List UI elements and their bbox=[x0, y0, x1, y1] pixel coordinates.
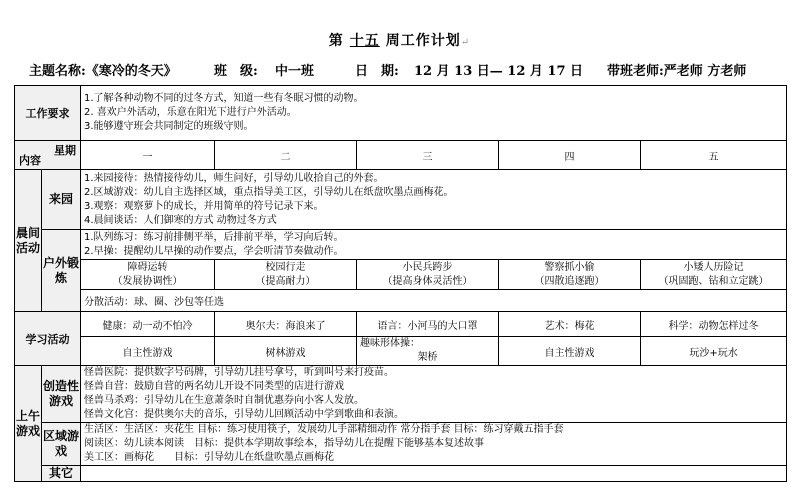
other-content bbox=[81, 466, 787, 482]
lesson-cell: 健康：动一动不怕冷 bbox=[81, 312, 215, 337]
scattered-row bbox=[15, 290, 787, 312]
outdoor-content: 1.队列练习：练习前排侧平举，后排前平举，学习向后转。 2.早操：提醒幼儿早操的动作要点，学会听清节奏做动作。 bbox=[81, 230, 787, 260]
creative-games-row bbox=[15, 366, 787, 423]
other-row bbox=[15, 466, 787, 482]
outdoor-row bbox=[15, 230, 787, 260]
lesson-cell: 艺术：梅花 bbox=[499, 312, 641, 337]
work-requirements-label: 工作要求 bbox=[15, 86, 81, 141]
study-game-cell: 趣味形体操： 架桥 bbox=[357, 337, 499, 366]
outdoor-games-row bbox=[15, 260, 787, 290]
outdoor-label: 户外锻炼 bbox=[42, 230, 81, 312]
week-number: 十五 bbox=[349, 33, 380, 49]
area-games-row bbox=[15, 423, 787, 466]
game-cell: 小民兵跨步 （提高身体灵活性） bbox=[357, 260, 499, 290]
study-game-cell: 玩沙+玩水 bbox=[641, 337, 787, 366]
area-games-label: 区域游戏 bbox=[42, 423, 81, 466]
day-thu: 四 bbox=[499, 141, 641, 170]
game-cell: 障碍运转 （发展协调性） bbox=[81, 260, 215, 290]
work-requirements-content: 1.了解各种动物不同的过冬方式，知道一些有冬眠习惯的动物。 2. 喜欢户外活动，乐意在阳光下进行户外活动。 3.能够遵守班会共同制定的班级守则。 bbox=[81, 86, 787, 141]
theme-name: 主题名称:《寒冷的冬天》 bbox=[29, 64, 177, 79]
class-label: 班 级: bbox=[214, 64, 258, 79]
game-cell: 小矮人历险记 （巩固跑、钻和立定跳） bbox=[641, 260, 787, 290]
teachers: 带班老师:严老师 方老师 bbox=[607, 64, 747, 79]
arrival-row bbox=[15, 170, 787, 230]
other-label: 其它 bbox=[42, 466, 81, 482]
morning-activity-label: 晨间活动 bbox=[15, 170, 42, 312]
weekday-header-row bbox=[15, 141, 787, 170]
date-value: 12 月 13 日— 12 月 17 日 bbox=[414, 64, 584, 79]
creative-games-label: 创造性游戏 bbox=[42, 366, 81, 423]
study-game-cell: 树林游戏 bbox=[215, 337, 357, 366]
page-title: 第 十五 周工作计划↵ bbox=[328, 33, 471, 49]
creative-games-content: 怪兽医院：提供数字号码牌，引导幼儿挂号拿号，听到叫号来打疫苗。 怪兽自营：鼓励自营的两名幼儿开设不同类型的店进行游戏 怪兽马杀鸡：引导幼儿在生意萧条时自制优惠券向小客人发放。 怪兽文化宫：提供奥尔夫的音乐，引导幼儿回顾活动中学到歌曲和表演。 bbox=[81, 366, 787, 423]
header-corner: 星期 内容 bbox=[15, 141, 81, 170]
work-requirements-row bbox=[15, 86, 787, 141]
study-game-cell: 自主性游戏 bbox=[81, 337, 215, 366]
study-games-row bbox=[15, 337, 787, 366]
lesson-cell: 奥尔夫：海浪来了 bbox=[215, 312, 357, 337]
area-games-content: 生活区：生活区：夹花生 目标：练习使用筷子，发展幼儿手部精细动作 常分指手套 目标：练习穿戴五指手套 阅读区：幼儿读本阅读 目标：提供本学期故事绘本，指导幼儿在提醒下能够基本复述故事 美工区：画梅花 目标：引导幼儿在纸盘吹墨点画梅花 bbox=[81, 423, 787, 466]
class-value: 中一班 bbox=[275, 64, 315, 79]
forenoon-games-label: 上午游戏 bbox=[15, 366, 42, 482]
weekly-plan-table bbox=[14, 85, 787, 482]
lesson-cell: 科学：动物怎样过冬 bbox=[641, 312, 787, 337]
day-fri: 五 bbox=[641, 141, 787, 170]
scattered-activity: 分散活动：球、圈、沙包等任选 bbox=[81, 290, 787, 312]
game-cell: 校园行走 （提高耐力） bbox=[215, 260, 357, 290]
study-activity-label: 学习活动 bbox=[15, 312, 81, 366]
day-wed: 三 bbox=[357, 141, 499, 170]
arrival-label: 来园 bbox=[42, 170, 81, 230]
study-row bbox=[15, 312, 787, 337]
game-cell: 警察抓小偷 （四散追逐跑） bbox=[499, 260, 641, 290]
date-label: 日 期: bbox=[355, 64, 399, 79]
study-game-cell: 自主性游戏 bbox=[499, 337, 641, 366]
arrival-content: 1.来园接待：热情接待幼儿，师生问好，引导幼儿收拾自己的外套。 2.区域游戏：幼儿自主选择区域，重点指导美工区，引导幼儿在纸盘吹墨点画梅花。 3.观察：观察萝卜的成长，并用简单的符号记录下来。 4.晨间谈话：人们御寒的方式 动物过冬方式 bbox=[81, 170, 787, 230]
day-mon: 一 bbox=[81, 141, 215, 170]
day-tue: 二 bbox=[215, 141, 357, 170]
lesson-cell: 语言：小河马的大口罩 bbox=[357, 312, 499, 337]
meta-row bbox=[0, 60, 799, 78]
